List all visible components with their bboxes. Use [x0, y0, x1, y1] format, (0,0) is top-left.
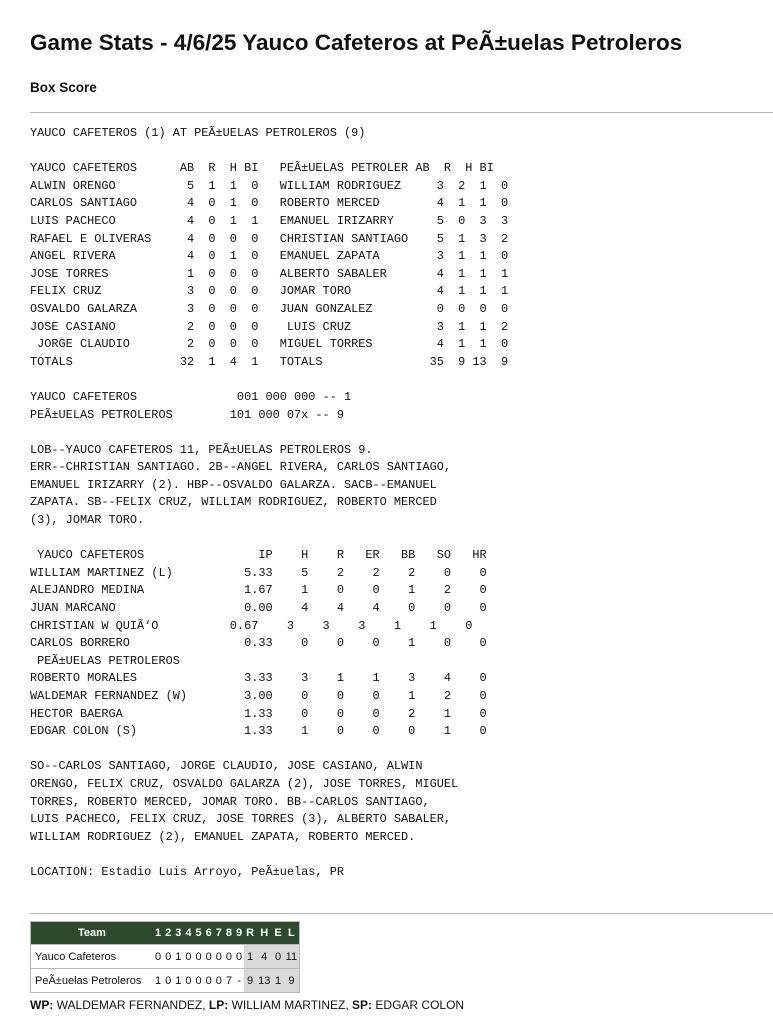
hits-total: 4: [256, 945, 272, 969]
errors-total: 1: [272, 969, 283, 993]
inning-score: 0: [214, 969, 224, 993]
header-team: Team: [31, 922, 154, 945]
inning-score: -: [234, 969, 244, 993]
save-pitcher: EDGAR COLON: [372, 998, 465, 1012]
header-inning-4: 4: [183, 922, 193, 945]
bottom-divider: [30, 913, 773, 914]
header-inning-6: 6: [204, 922, 214, 945]
team-name: Yauco Cafeteros: [31, 945, 154, 969]
inning-score: 0: [163, 969, 173, 993]
header-hits: H: [256, 922, 272, 945]
inning-score: 0: [204, 969, 214, 993]
header-inning-7: 7: [214, 922, 224, 945]
errors-total: 0: [272, 945, 283, 969]
lp-label: LP:: [208, 998, 229, 1012]
inning-score: 0: [163, 945, 173, 969]
inning-score: 0: [183, 945, 193, 969]
header-inning-9: 9: [234, 922, 244, 945]
inning-score: 0: [194, 945, 204, 969]
box-score-text: YAUCO CAFETEROS (1) AT PEÃ±UELAS PETROLEROS (9) YAUCO CAFETEROS AB R H BI PEÃ±UELAS PETROLER AB R H BI ALWIN ORENGO 5 1 1 0 WILLIAM RODRIGUEZ 3 2 1 0 CARLOS SANTIAGO 4 0 1 0 ROBERTO MERCED 4 1 1 0 LUIS PACHECO 4 0 1 1 EMANUEL IRIZARRY 5 0 3 3 RAFAEL E OLIVERAS 4 0 0 0 CHRISTIAN SANTIAGO 5 1 3 2 ANGEL RIVERA 4 0 1 0 EMANUEL ZAPATA 3 1 1 0 JOSE TORRES 1 0 0 0 ALBERTO SABALER 4 1 1 1 FELIX CRUZ 3 0 0 0 JOMAR TORO 4 1 1 1 OSVALDO GALARZA 3 0 0 0 JUAN GONZALEZ 0 0 0 0 JOSE CASIANO 2 0 0 0 LUIS CRUZ 3 1 1 2 JORGE CLAUDIO 2 0 0 0 MIGUEL TORRES 4 1 1 0 TOTALS 32 1 4 1 TOTALS 35 9 13 9 YAUCO CAFETEROS 001 000 000 -- 1 PEÃ±UELAS PETROLEROS 101 000 07x -- 9 LOB--YAUCO CAFETEROS 11, PEÃ±UELAS PETROLEROS 9. ERR--CHRISTIAN SANTIAGO. 2B--ANGEL RIVERA, CARLOS SANTIAGO, EMANUEL IRIZARRY (2). HBP--OSVALDO GALARZA. SACB--EMANUEL ZAPATA. SB--FELIX CRUZ, WILLIAM RODRIGUEZ, ROBERTO MERCED (3), JOMAR TORO. YAUCO CAFETEROS IP H R ER BB SO HR WILLIAM MARTINEZ (L) 5.33 5 2 2 2 0 0 ALEJANDRO MEDINA 1.67 1 0 0 1 2 0 JUAN MARCANO 0.00 4 4 4 0 0 0 CHRISTIAN W QUIÃ‘O 0.67 3 3 3 1 1 0 CARLOS BORRERO 0.33 0 0 0 1 0 0 PEÃ±UELAS PETROLEROS ROBERTO MORALES 3.33 3 1 1 3 4 0 WALDEMAR FERNANDEZ (W) 3.00 0 0 0 1 2 0 HECTOR BAERGA 1.33 0 0 0 2 1 0 EDGAR COLON (S) 1.33 1 0 0 0 1 0 SO--CARLOS SANTIAGO, JORGE CLAUDIO, JOSE CASIANO, ALWIN ORENGO, FELIX CRUZ, OSVALDO GALARZA (2), JOSE TORRES, MIGUEL TORRES, ROBERTO MERCED, JOMAR TORO. BB--CARLOS SANTIAGO, LUIS PACHECO, FELIX CRUZ, JOSE TORRES (3), ALBERTO SABALER, WILLIAM RODRIGUEZ (2), EMANUEL ZAPATA, ROBERTO MERCED. LOCATION: Estadio Luis Arroyo, PeÃ±uelas, PR: [30, 126, 509, 879]
winning-pitcher: WALDEMAR FERNANDEZ,: [53, 998, 209, 1012]
inning-score: 0: [224, 945, 234, 969]
inning-score: 0: [214, 945, 224, 969]
team-name: PeÃ±uelas Petroleros: [31, 969, 154, 993]
header-inning-8: 8: [224, 922, 234, 945]
lob-total: 11: [284, 945, 300, 969]
inning-score: 0: [204, 945, 214, 969]
inning-score: 0: [234, 945, 244, 969]
inning-score: 1: [173, 969, 183, 993]
header-errors: E: [272, 922, 283, 945]
header-runs: R: [244, 922, 256, 945]
inning-score: 0: [153, 945, 163, 969]
linescore-table: [30, 921, 300, 993]
page-title: Game Stats - 4/6/25 Yauco Cafeteros at PeÃ±uelas Petroleros: [30, 30, 683, 55]
runs-total: 1: [244, 945, 256, 969]
inning-score: 1: [153, 969, 163, 993]
top-divider: [30, 112, 773, 113]
wp-label: WP:: [30, 998, 54, 1012]
inning-score: 1: [173, 945, 183, 969]
linescore-row-away: [31, 945, 300, 969]
sp-label: SP:: [352, 998, 373, 1012]
box-score-heading: Box Score: [30, 80, 97, 95]
losing-pitcher: WILLIAM MARTINEZ,: [228, 998, 353, 1012]
header-inning-5: 5: [194, 922, 204, 945]
inning-score: 0: [183, 969, 193, 993]
header-inning-3: 3: [173, 922, 183, 945]
inning-score: 7: [224, 969, 234, 993]
pitching-decisions: [30, 998, 464, 1012]
hits-total: 13: [256, 969, 272, 993]
runs-total: 9: [244, 969, 256, 993]
lob-total: 9: [284, 969, 300, 993]
header-lob: L: [284, 922, 300, 945]
header-inning-2: 2: [163, 922, 173, 945]
linescore-header-row: [31, 922, 300, 945]
inning-score: 0: [194, 969, 204, 993]
linescore-row-home: [31, 969, 300, 993]
header-inning-1: 1: [153, 922, 163, 945]
